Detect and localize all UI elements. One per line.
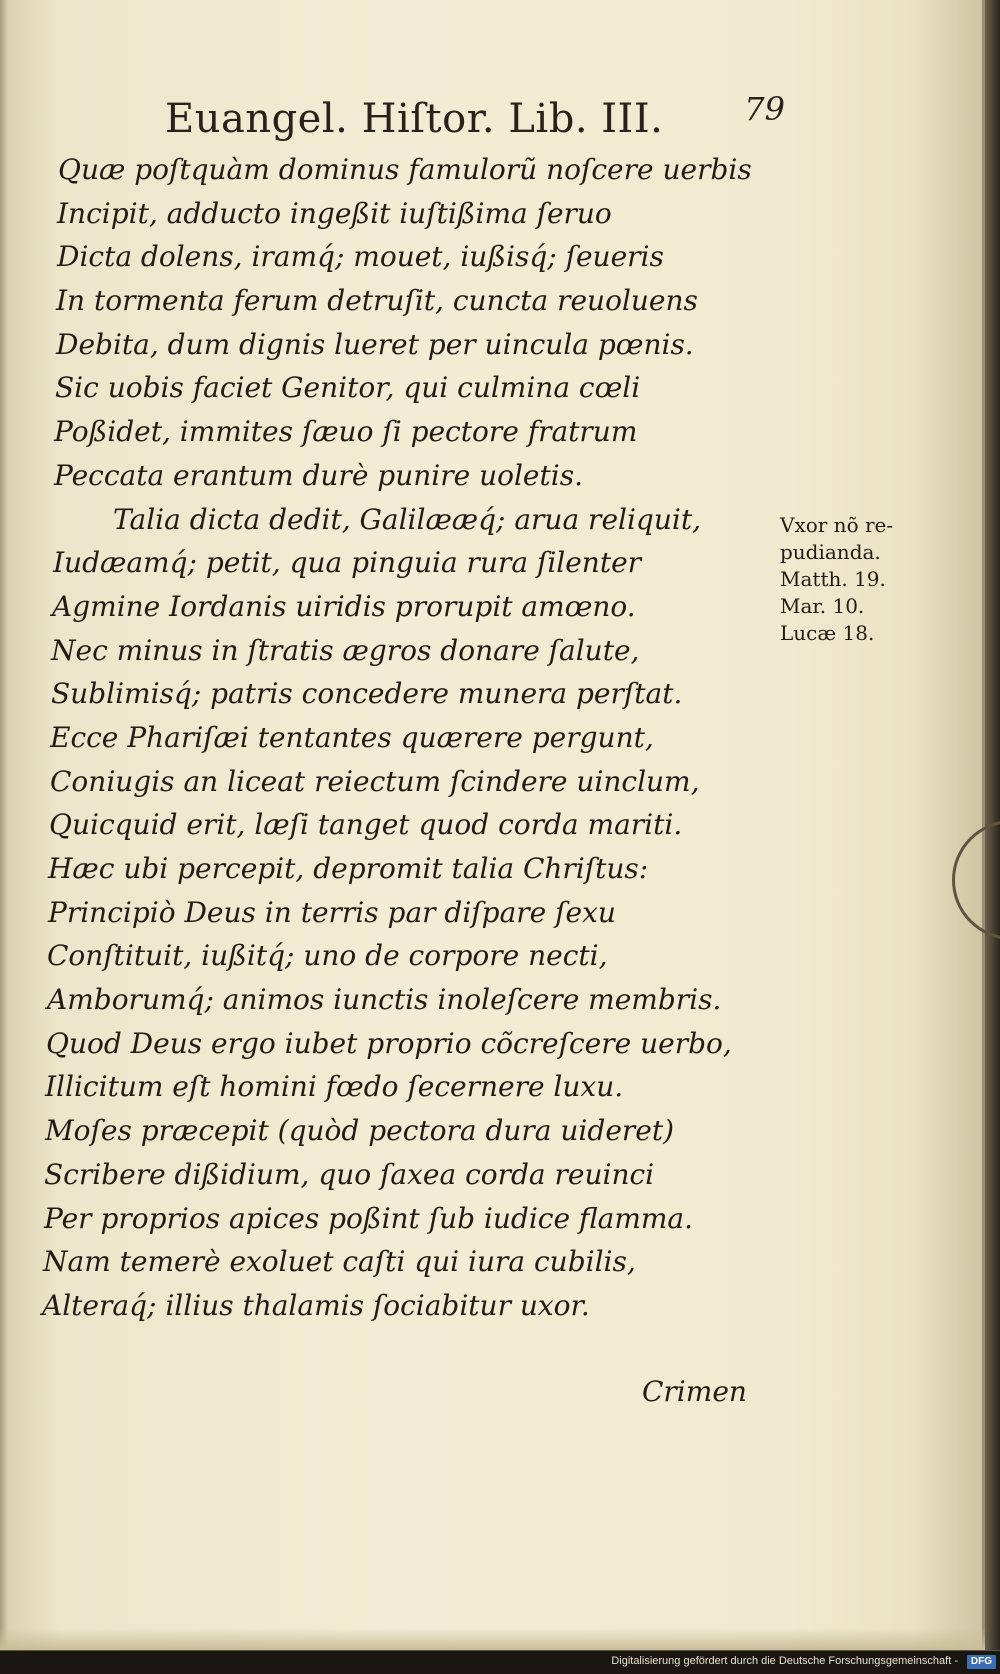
catchword: Crimen — [642, 1375, 747, 1408]
marginal-note-line: Lucæ 18. — [780, 621, 875, 645]
verse-line: Incipit, adducto ingeßit iuſtißima ſeruo — [57, 196, 612, 230]
verse-line: Quicquid erit, læſi tanget quod corda mariti. — [49, 808, 683, 842]
verse-line: Coniugis an liceat reiectum ſcindere uinclum, — [50, 764, 700, 798]
verse-line: Moſes præcepit (quòd pectora dura uideret) — [45, 1114, 675, 1148]
verse-line: In tormenta ferum detruſit, cuncta reuoluens — [56, 284, 698, 318]
verse-line: Per proprios apices poßint ſub iudice flamma. — [44, 1201, 694, 1235]
dfg-logo: DFG — [967, 1655, 996, 1669]
verse-line: Alteraq́; illius thalamis ſociabitur uxor. — [42, 1288, 590, 1322]
page-gutter-edge — [0, 0, 8, 1650]
verse-line: Quod Deus ergo iubet proprio cõcreſcere uerbo, — [46, 1026, 732, 1060]
page-number: 79 — [744, 90, 785, 128]
verse-line: Sublimisq́; patris concedere munera perſtat. — [51, 677, 683, 711]
verse-line: Quæ poſtquàm dominus famulorũ noſcere uerbis — [58, 153, 752, 186]
verse-line: Agmine Iordanis uiridis prorupit amœno. — [52, 589, 636, 623]
verse-line: Debita, dum dignis lueret per uincula pœnis. — [56, 327, 694, 361]
verse-line: Principiò Deus in terris par diſpare ſexu — [48, 895, 616, 929]
marginal-note-line: Matth. 19. — [780, 567, 886, 591]
marginal-note — [780, 512, 940, 647]
digitization-footer — [0, 1650, 1000, 1674]
verse-line: Iudæamq́; petit, qua pinguia rura ſilenter — [53, 546, 642, 580]
verse-line: Amborumq́; animos iunctis inoleſcere membris. — [47, 983, 722, 1017]
page-bottom-edge — [0, 1628, 985, 1650]
verse-line: Talia dicta dedit, Galilææq́; arua reliquit, — [113, 502, 701, 536]
marginal-note-line: pudianda. — [780, 540, 881, 564]
verse-line: Scribere dißidium, quo ſaxea corda reuinci — [44, 1157, 655, 1191]
footer-credit: Digitalisierung gefördert durch die Deutsche Forschungsgemeinschaft - — [611, 1655, 958, 1667]
verse-line: Conſtituit, iußitq́; uno de corpore necti, — [47, 939, 608, 973]
verse-line: Peccata erantum durè punire uoletis. — [54, 458, 583, 492]
verse-line: Nec minus in ſtratis ægros donare ſalute, — [51, 633, 640, 667]
verse-line: Dicta dolens, iramq́; mouet, iußisq́; ſeueris — [57, 240, 664, 274]
verse-line: Ecce Phariſæi tentantes quærere pergunt, — [50, 720, 654, 754]
page-header — [165, 90, 785, 150]
verse-text — [42, 148, 772, 1328]
verse-line: Poßidet, immites ſæuo ſi pectore fratrum — [54, 415, 638, 449]
marginal-note-line: Vxor nõ re- — [780, 513, 894, 537]
running-title: Euangel. Hiſtor. Lib. III. — [165, 96, 664, 142]
verse-line: Nam temerè exoluet caſti qui iura cubilis, — [43, 1245, 636, 1279]
marginal-note-line: Mar. 10. — [780, 594, 865, 618]
verse-line: Illicitum eſt homini fœdo ſecernere luxu. — [45, 1070, 624, 1104]
verse-line: Hæc ubi percepit, depromit talia Chriſtus: — [48, 852, 649, 885]
verse-line: Sic uobis faciet Genitor, qui culmina cœli — [55, 371, 641, 405]
